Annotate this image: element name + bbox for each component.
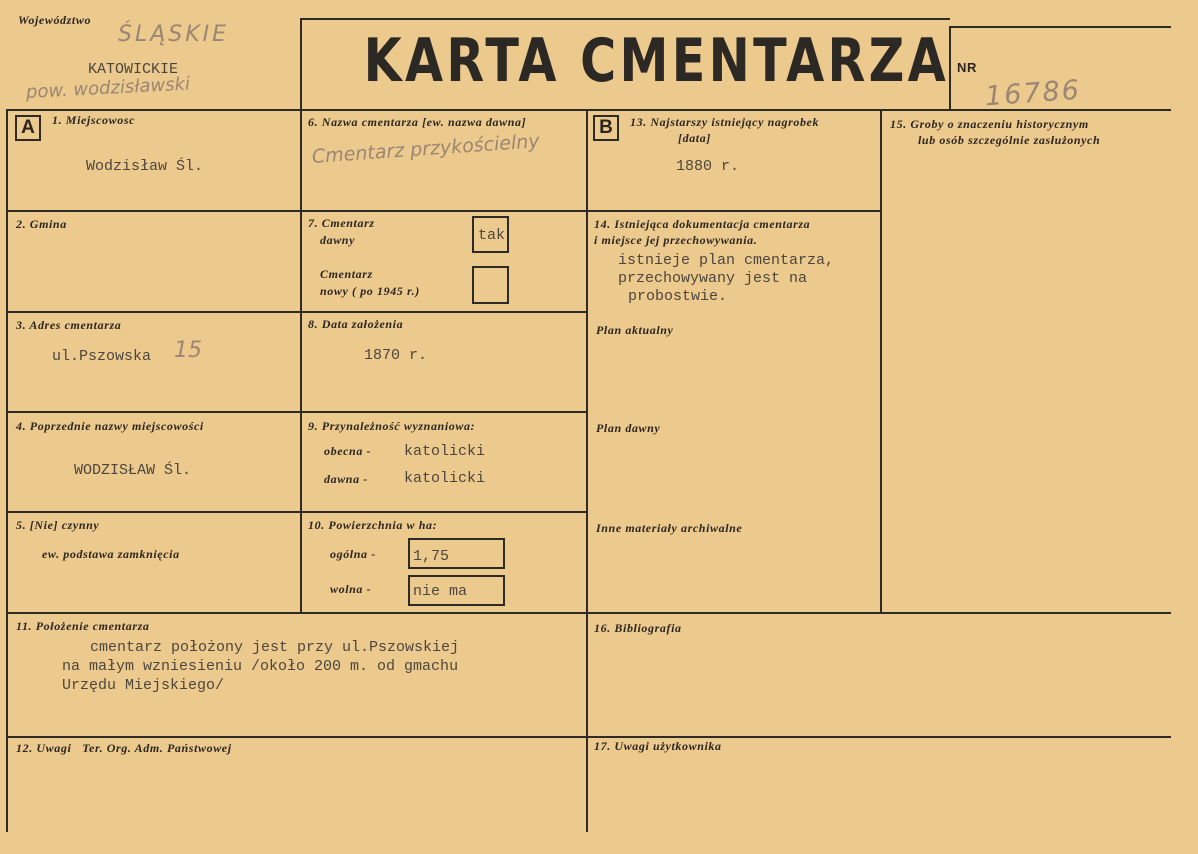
field-14-plan-dawny: Plan dawny bbox=[596, 421, 661, 435]
field-3-label: 3. Adres cmentarza bbox=[16, 318, 122, 332]
field-14-line-1: istnieje plan cmentarza, bbox=[618, 252, 835, 269]
rule-col-c bbox=[586, 109, 588, 832]
wojewodztwo-handwritten: ŚLĄSKIE bbox=[118, 22, 230, 47]
card-title: KARTA CMENTARZA bbox=[363, 26, 949, 96]
rule-top-header bbox=[300, 18, 950, 20]
field-3-handwritten-number: 15 bbox=[174, 338, 202, 363]
field-3-value: ul.Pszowska bbox=[52, 348, 152, 365]
field-9-obecna-value: katolicki bbox=[404, 443, 486, 460]
field-6-handwritten: Cmentarz przykościelny bbox=[311, 130, 541, 168]
field-14-line-2: przechowywany jest na bbox=[618, 270, 808, 287]
field-5-label: 5. [Nie] czynny bbox=[16, 518, 100, 532]
rule-nr-top bbox=[949, 26, 1171, 28]
field-17-label: 17. Uwagi użytkownika bbox=[594, 739, 722, 753]
field-14-plan-aktualny: Plan aktualny bbox=[596, 323, 674, 337]
field-11-line-2: na małym wzniesieniu /około 200 m. od gmachu bbox=[62, 658, 459, 675]
field-7-dawny-value: tak bbox=[478, 227, 506, 244]
nr-value: 16786 bbox=[984, 74, 1082, 113]
rule-row1-left bbox=[6, 210, 586, 212]
wojewodztwo-label: Województwo bbox=[18, 13, 92, 27]
field-11-line-1: cmentarz położony jest przy ul.Pszowskiej bbox=[90, 639, 460, 656]
field-9-dawna-value: katolicki bbox=[404, 470, 486, 487]
powiat-handwritten: pow. wodzisławski bbox=[25, 73, 191, 103]
field-9-obecna-label: obecna - bbox=[324, 444, 372, 458]
rule-row1-mid bbox=[586, 210, 880, 212]
field-12-label: 12. Uwagi Ter. Org. Adm. Państwowej bbox=[16, 741, 232, 755]
field-11-line-3: Urzędu Miejskiego/ bbox=[62, 677, 225, 694]
field-10-ogolna-label: ogólna - bbox=[330, 547, 376, 561]
field-13-value: 1880 r. bbox=[676, 158, 740, 175]
field-7-nowy-sublabel: nowy ( po 1945 r.) bbox=[320, 284, 420, 298]
field-7-nowy-label: Cmentarz bbox=[320, 267, 373, 281]
field-8-label: 8. Data założenia bbox=[308, 317, 404, 331]
rule-row3-left bbox=[6, 411, 586, 413]
field-1-label: 1. Miejscowosc bbox=[52, 113, 136, 127]
field-5-sublabel: ew. podstawa zamknięcia bbox=[42, 547, 180, 561]
section-b-badge: B bbox=[593, 115, 619, 141]
field-4-label: 4. Poprzednie nazwy miejscowości bbox=[16, 419, 204, 433]
field-7-dawny-label: dawny bbox=[320, 233, 356, 247]
field-9-label: 9. Przynależność wyznaniowa: bbox=[308, 419, 476, 433]
rule-row4-left bbox=[6, 511, 586, 513]
field-7-label: 7. Cmentarz bbox=[308, 216, 375, 230]
field-13-sublabel: [data] bbox=[678, 131, 711, 145]
field-10-wolna-label: wolna - bbox=[330, 582, 372, 596]
field-6-label: 6. Nazwa cmentarza [ew. nazwa dawna] bbox=[308, 115, 527, 129]
nr-label: NR bbox=[957, 60, 977, 75]
rule-row2-left bbox=[6, 311, 586, 313]
rule-nr-left bbox=[949, 26, 951, 110]
field-7-nowy-box bbox=[472, 266, 509, 304]
field-14-label: 14. Istniejąca dokumentacja cmentarza bbox=[594, 217, 811, 231]
field-2-label: 2. Gmina bbox=[16, 217, 67, 231]
wojewodztwo-typed: KATOWICKIE bbox=[88, 61, 179, 78]
rule-header-left bbox=[300, 18, 302, 612]
rule-row6 bbox=[6, 736, 1171, 738]
field-10-ogolna-value: 1,75 bbox=[413, 548, 450, 565]
field-10-label: 10. Powierzchnia w ha: bbox=[308, 518, 438, 532]
field-10-wolna-value: nie ma bbox=[413, 583, 468, 600]
field-4-value: WODZISŁAW Śl. bbox=[74, 462, 192, 479]
section-a-badge: A bbox=[15, 115, 41, 141]
rule-col-d bbox=[880, 109, 882, 612]
field-1-value: Wodzisław Śl. bbox=[86, 158, 204, 175]
field-15-label: 15. Groby o znaczeniu historycznym bbox=[890, 117, 1089, 131]
field-13-label: 13. Najstarszy istniejący nagrobek bbox=[630, 115, 820, 129]
rule-left-border bbox=[6, 109, 8, 832]
field-9-dawna-label: dawna - bbox=[324, 472, 368, 486]
rule-row5 bbox=[6, 612, 1171, 614]
field-14-line-3: probostwie. bbox=[628, 288, 728, 305]
field-14-inne: Inne materiały archiwalne bbox=[596, 521, 743, 535]
field-15-sublabel: lub osób szczególnie zasłużonych bbox=[918, 133, 1101, 147]
field-16-label: 16. Bibliografia bbox=[594, 621, 682, 635]
field-8-value: 1870 r. bbox=[364, 347, 428, 364]
field-11-label: 11. Położenie cmentarza bbox=[16, 619, 150, 633]
field-14-sublabel: i miejsce jej przechowywania. bbox=[594, 233, 758, 247]
